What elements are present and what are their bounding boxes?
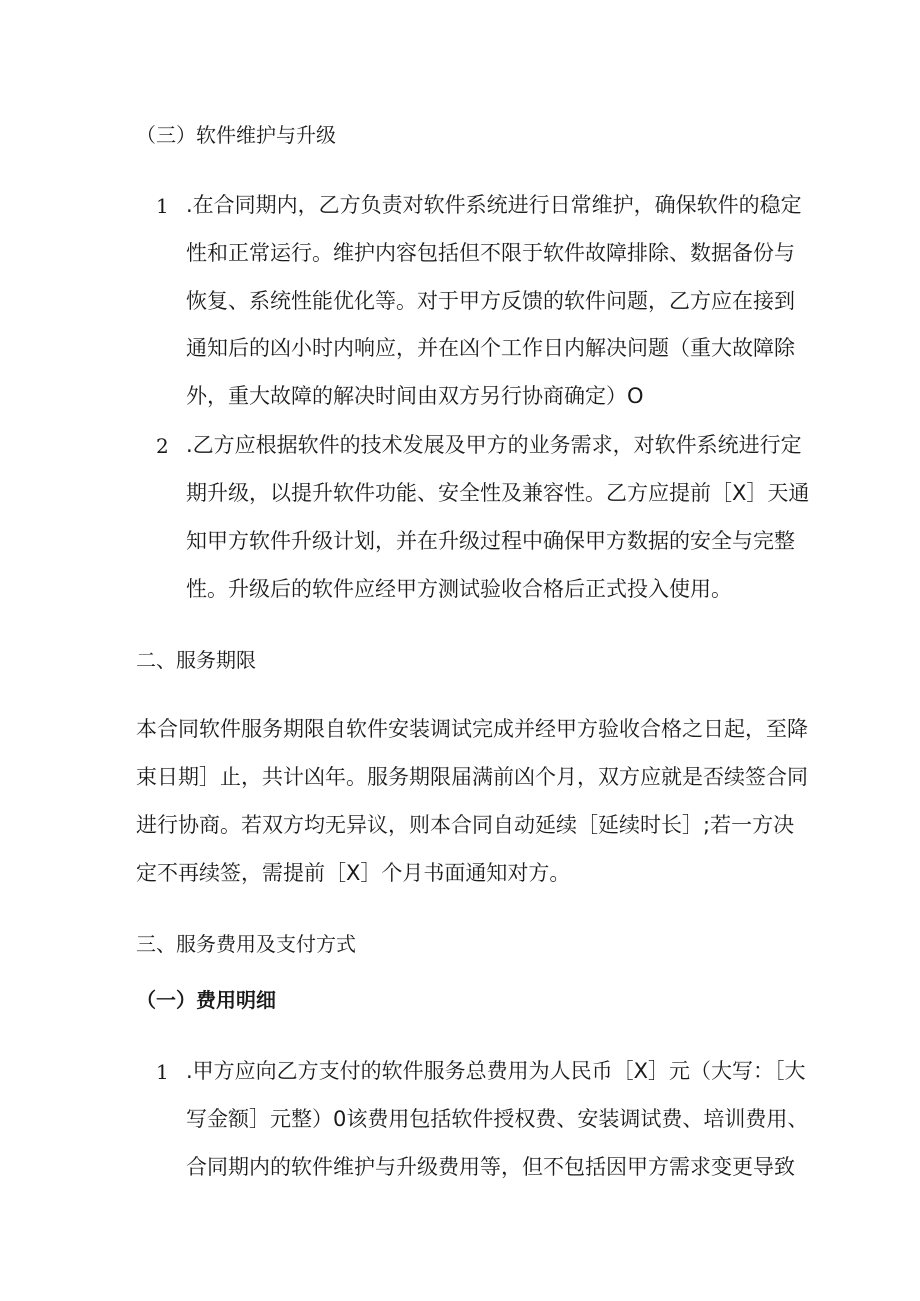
paragraph-line: 通知后的凶小时内响应，并在凶个工作日内解决问题（重大故障除 (186, 336, 795, 360)
paragraph-line: 性和正常运行。维护内容包括但不限于软件故障排除、数据备份与 (186, 241, 795, 265)
list-item-number: 2 (156, 434, 169, 458)
paragraph-line: 性。升级后的软件应经甲方测试验收合格后正式投入使用。 (186, 577, 732, 601)
paragraph-line: 束日期］止，共计凶年。服务期限届满前凶个月，双方应就是否续签合同 (136, 765, 808, 789)
section-heading-software-maintenance: （三）软件维护与升级 (136, 123, 336, 147)
list-item-number: 1 (156, 194, 169, 218)
paragraph-line: 外，重大故障的解决时间由双方另行协商确定）O (186, 384, 644, 408)
paragraph-line: 合同期内的软件维护与升级费用等，但不包括因甲方需求变更导致 (186, 1155, 795, 1179)
sub-heading-fee-details: （一）费用明细 (136, 988, 276, 1012)
paragraph-line: .在合同期内，乙方负责对软件系统进行日常维护，确保软件的稳定 (186, 193, 802, 217)
paragraph-line: 恢复、系统性能优化等。对于甲方反馈的软件问题，乙方应在接到 (186, 289, 795, 313)
section-heading-service-term: 二、服务期限 (136, 648, 256, 672)
paragraph-line: 定不再续签，需提前［X］个月书面通知对方。 (136, 861, 571, 885)
paragraph-line: 期升级，以提升软件功能、安全性及兼容性。乙方应提前［X］天通 (186, 481, 810, 505)
paragraph-line: 本合同软件服务期限自软件安装调试完成并经甲方验收合格之日起，至降 (136, 717, 808, 741)
paragraph-line: .乙方应根据软件的技术发展及甲方的业务需求，对软件系统进行定 (186, 433, 802, 457)
section-heading-fees-payment: 三、服务费用及支付方式 (136, 932, 356, 956)
paragraph-line: 进行协商。若双方均无异议，则本合同自动延续［延续时长］;若一方决 (136, 813, 795, 837)
paragraph-line: 写金额］元整）0该费用包括软件授权费、安装调试费、培训费用、 (186, 1107, 809, 1131)
list-item-number: 1 (156, 1060, 169, 1084)
paragraph-line: 知甲方软件升级计划，并在升级过程中确保甲方数据的安全与完整 (186, 529, 795, 553)
paragraph-line: .甲方应向乙方支付的软件服务总费用为人民币［X］元（大写：［大 (186, 1059, 806, 1083)
